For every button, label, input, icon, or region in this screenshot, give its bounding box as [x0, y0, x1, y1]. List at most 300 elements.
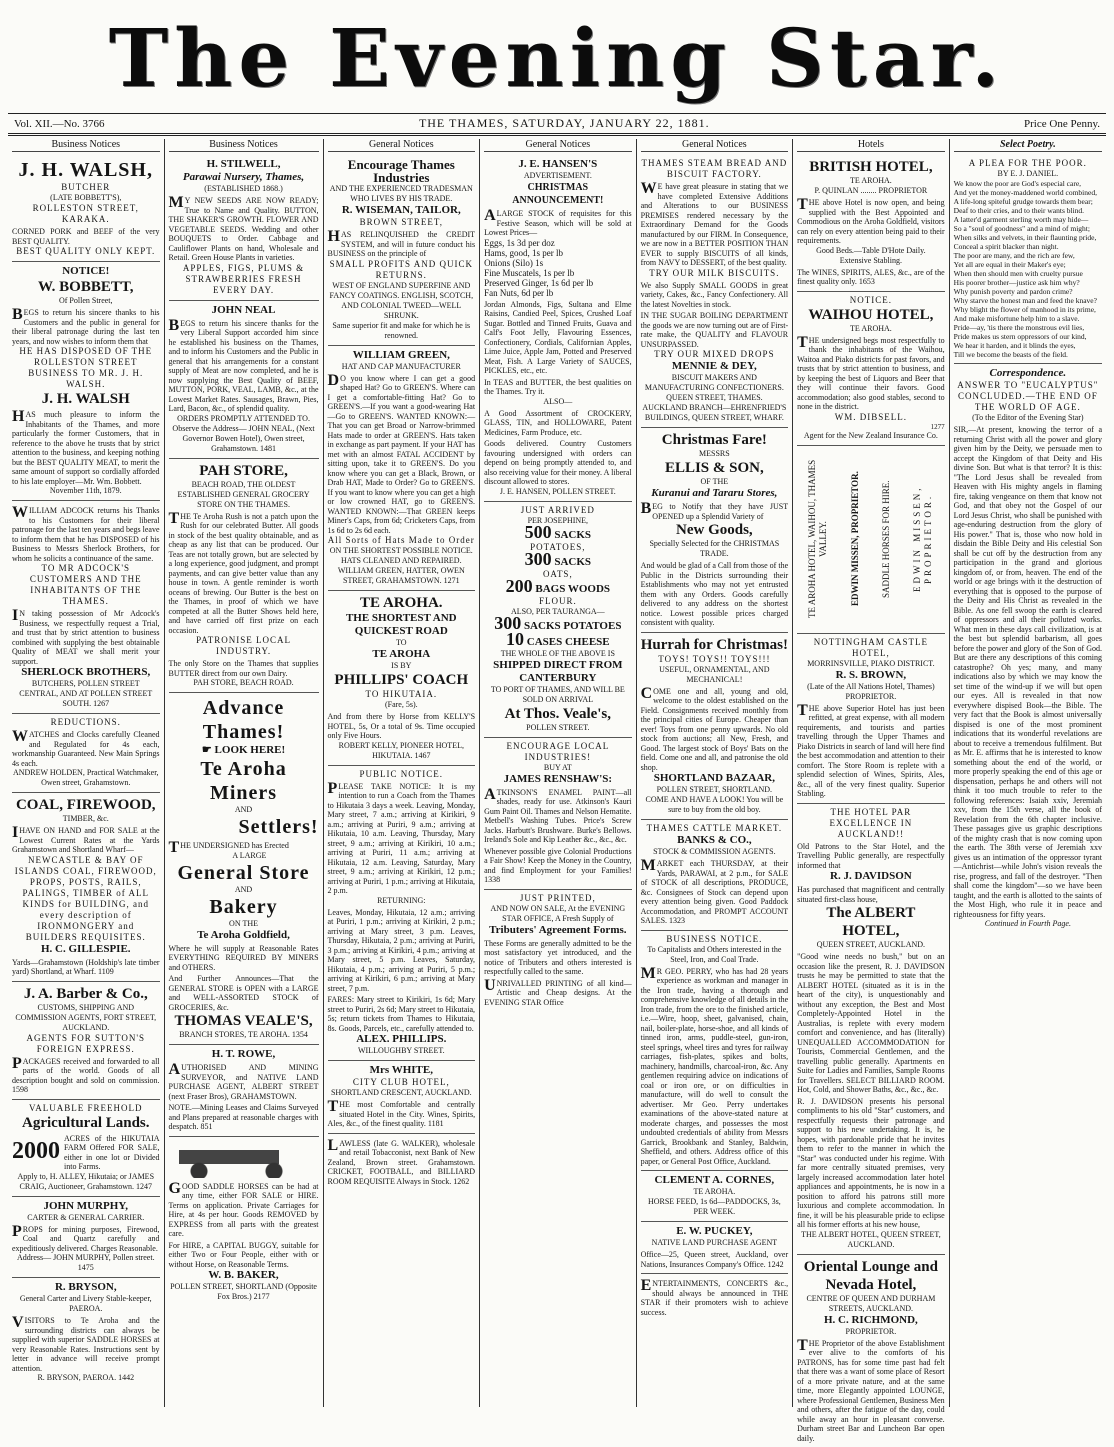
ad-body: HAS much pleasure to inform the Inhabitants of the Thames, and more particularly the former Customers, that in reference to the above he trusts that by strict attention to the business, and keeping nothing but the BEST QUALITY MEAT, to merit the same amount of support so cordially afforded to his late employer—Mr. Wm. Bobbett.	[12, 410, 160, 486]
ad-line: (ESTABLISHED 1868.)	[169, 184, 319, 194]
column-6	[793, 139, 950, 1407]
ad-line: HORSE FEED, 1s 6d—PADDOCKS, 3s, PER WEEK.	[641, 1197, 789, 1217]
ad-line: BEST QUALITY ONLY KEPT.	[12, 246, 160, 257]
ad-body: THE Proprietor of the above Establishment ever alive to the comforts of his PATRONS, has for some time past had felt that there was a want of some place of Resort of a more private nature, and at the same time, more Elegantly appointed LOUNGE, where Professional Gentlemen, Business Men and others, after the fatigue of the day, could while away an hour in pleasant converse. Durham street Bar and Luncheon Bar open daily.	[797, 1339, 945, 1444]
ad-heading: TO MR ADCOCK'S CUSTOMERS AND THE INHABITANTS OF THE THAMES.	[12, 563, 160, 607]
ad-line: COME AND HAVE A LOOK! You will be sure to buy from the old boy.	[641, 795, 789, 815]
qty-line	[484, 526, 632, 542]
ad-body: BEGS to return his sincere thanks to his Customers and the public in general for their liberal patronage during the last ten years, and now wishes to inform them that	[12, 308, 160, 346]
ad-line: TO HIKUTAIA.	[328, 689, 476, 700]
ad-title: New Goods,	[641, 521, 789, 539]
poem-line: So a "soul of goodness" and a mind of might;	[954, 224, 1102, 233]
vertical-text: SADDLE HORSES FOR HIRE.	[881, 449, 892, 629]
poem-line: And make misfortune help him to a slave.	[954, 314, 1102, 323]
ad-body: DO you know where I can get a good shaped Hat? Go to GREEN'S. Where can I get a comfortable-fitting Hat? Go to GREEN'S.—If you want a good-wearing Hat—Go to GREEN'S. WANTED KNOWN:—That you can get Broad or Narrow-brimmed Hats made to order at GREEN'S. Hats taken in exchange as part payment. If your HAT has met with an almost FATAL ACCIDENT by sitting upon, take it to GREEN'S. Do you know where you can get a Black, Brown, or Drab HAT, Made to Order? Go to GREEN'S. If you want to know where you can get a high or low crowned HAT, go to GREEN'S. WANTED KNOWN:—That GREEN keeps Miner's Caps, from 6d; Cricketers Caps, from 1s 6d to 2s 6d each.	[328, 374, 476, 536]
ad-sherlock	[12, 501, 160, 714]
ad-body: And Further Announces—That the GENERAL STORE is OPEN with a LARGE and WELL-ASSORTED STOCK of GROCERIES, &c.	[169, 974, 319, 1012]
qty-line	[484, 633, 632, 649]
poem-line: When then should men with cruelty pursue	[954, 269, 1102, 278]
ad-title: J. H. WALSH,	[12, 158, 160, 182]
correspondence	[954, 364, 1102, 933]
ad-subtitle: Kuranui and Tararu Stores,	[641, 487, 789, 500]
ad-heading: THE HOTEL PAR EXCELLENCE IN AUCKLAND!!	[797, 807, 945, 840]
poem-line: Pride makes us stern oppressors of our kind,	[954, 332, 1102, 341]
ad-shortland-bazaar	[641, 633, 789, 821]
ad-bobbett	[12, 262, 160, 501]
ad-gillespie	[12, 793, 160, 982]
ad-body: IHAVE ON HAND and FOR SALE at the Lowest Current Rates at the Yards Grahamstown and Shortland Wharf—	[12, 826, 160, 855]
ad-heading: JUST ARRIVED	[484, 505, 632, 516]
ad-body: HAS RELINQUISHED the CREDIT SYSTEM, and will in future conduct his BUSINESS on the principle of	[328, 230, 476, 259]
ad-line: (LATE BOBBETT'S),	[12, 193, 160, 203]
ad-line: Extensive Stabling.	[797, 256, 945, 266]
ad-title: Settlers!	[169, 815, 319, 839]
ad-date: November 11th, 1879.	[12, 486, 160, 496]
ad-address: POLLEN STREET.	[484, 723, 632, 733]
ad-title: NOTTINGHAM CASTLE HOTEL,	[797, 637, 945, 659]
ad-title: MENNIE & DEY,	[641, 360, 789, 373]
ad-title: W. BOBBETT,	[12, 278, 160, 296]
column-3	[324, 139, 481, 1407]
ad-heading: CHRISTMAS ANNOUNCEMENT!	[484, 181, 632, 207]
columns	[8, 139, 1106, 1407]
ad-line: ON THE	[169, 919, 319, 929]
ad-line: WEST OF ENGLAND SUPERFINE AND FANCY COATINGS. ENGLISH, SCOTCH, AND COLONIAL TWEED—WELL SHRUNK.	[328, 281, 476, 321]
ad-line: USEFUL, ORNAMENTAL, AND MECHANICAL!	[641, 665, 789, 685]
ad-line: TOYS! TOYS!! TOYS!!!	[641, 654, 789, 665]
ad-mennie-dey	[641, 155, 789, 428]
ad-line: TO	[328, 638, 476, 648]
section-heading: Correspondence.	[954, 367, 1102, 380]
ad-rowe	[169, 1045, 319, 1137]
ad-title: R. WISEMAN, TAILOR,	[328, 204, 476, 217]
ad-subtitle: BUTCHER	[12, 182, 160, 193]
ad-body: THE most Comfortable and centrally situated Hotel in the City. Wines, Spirits, Ales, &c., of the finest quality. 1181	[328, 1100, 476, 1129]
quantity: 300	[494, 613, 521, 633]
ad-city-club-hotel	[328, 1061, 476, 1134]
ad-body: These Forms are generally admitted to be the most satisfactory yet introduced, and the notice of Tributers and others interested is respectfully called to the same.	[484, 939, 632, 977]
ad-barber	[12, 982, 160, 1100]
ad-line: Of Pollen Street,	[12, 296, 160, 306]
ad-heading: JUST PRINTED,	[484, 893, 632, 904]
price-list	[484, 238, 632, 298]
ad-signature: THE ALBERT HOTEL, QUEEN STREET, AUCKLAND.	[797, 1230, 945, 1250]
ad-title: J. H. WALSH	[12, 390, 160, 408]
ad-line: ALSO, PER TAURANGA—	[484, 607, 632, 617]
ad-line: OF THE	[641, 477, 789, 487]
ad-heading: THAMES STEAM BREAD AND BISCUIT FACTORY.	[641, 158, 789, 180]
ad-address: MORRINSVILLE, PIAKO DISTRICT.	[797, 659, 945, 669]
ad-subtitle: Parawai Nursery, Thames,	[169, 171, 319, 184]
ad-signature: H. C. GILLESPIE.	[12, 943, 160, 956]
ad-body: WATCHES and Clocks carefully Cleaned and Regulated for 4s each, workmanship Guaranteed. New Main Springs 4s each.	[12, 730, 160, 768]
ad-title: R. BRYSON,	[12, 1281, 160, 1294]
ad-title: R. J. DAVIDSON	[797, 870, 945, 883]
letter-body: SIR,—At present, knowing the terror of a returning Christ with all the power and glory given him by the Deity, we persuade men to accept the Kingdom of that Deity and His divine Son. But what is that terror? It is this: "The Lord Jesus shall be revealed from Heaven with His mighty angels in flaming fire, taking vengeance on them that know not God, and that obey not the Gospel of our Lord Jesus Christ, who shall be punished with age-enduring destruction from the glory of His power." That is, those who now hold in disdain the Bible Deity and His celestial Son shall be cut off by the destruction from any participation in the grand and glorious kingdom of, or from, heaven. The end of the world or age brings with it the destruction of everything that is opposed to the purpose of the Deity and His Christ as revealed in the Bible. As one fell swoop the earth is cleared of oppressors and all their polluted works. What men in these days call civilization, is at the best but splendid barbarism, all goes before the power and glory of the Son of God. But are there any descriptions of this coming catastrophe? Oh yes; many, and many indications also by which we may know the set time of the wind-up if we will but open our eyes. All is revealed in that now everywhere dispised Book—the Bible. The very fact that the Book is almost universally dispised is one of the most prominent indications that its wonderful revelations are about to receive a tremendous fulfilment. But as Mr. E. affirms that he is interested to know something about the end of the world, or more properly speaking the end of this age or dispensation, perhaps he and others will not think it too much trouble to refer to the following references: Isaiah xxiv, Jeremiah xxv, from the 15th verse, all the book of Revelation from the 6th chapter inclusive. These passages give us graphic descriptions of the mighty crash that is now coming upon the earth. The 38th verse of Jeremiah xxv gives us an intimation of the oppressor tyrant—Antichrist—while John's vision reveals the rise, progress, and fall of the destroyer. "Then shall come the kingdom"—so we have been taught, and the earth is allotted to the saints of the Most High, who rule it in peace and righteousness for fifty years.	[954, 425, 1102, 919]
ad-line: Same superior fit and make for which he is renowned.	[328, 321, 476, 341]
ad-address: Yards—Grahamstown (Holdship's late timber yard) Shortland, at Wharf. 1109	[12, 958, 160, 977]
ad-title: J. E. HANSEN'S	[484, 158, 632, 171]
ad-signature: ALEX. PHILLIPS.	[328, 1033, 476, 1046]
ad-subtitle: PROPRIETOR.	[797, 1327, 945, 1337]
unit: SACKS	[554, 556, 591, 568]
acres-block	[12, 1132, 160, 1172]
ad-line: SMALL PROFITS AND QUICK RETURNS.	[328, 259, 476, 281]
ad-stilwell	[169, 155, 319, 301]
ad-ellis-son	[641, 428, 789, 633]
ad-title: BANKS & CO.,	[641, 834, 789, 847]
list-item: Onions (Silo) 1s	[484, 258, 632, 268]
unit: BAGS WOODS	[535, 583, 610, 595]
ad-line: THE SHORTEST AND	[328, 612, 476, 625]
ad-body: NOTE.—Mining Leases and Claims Surveyed and Plans prepared at reasonable charges with despatch. 851	[169, 1103, 319, 1132]
ad-hansen	[484, 155, 632, 502]
letter-addressee: (To the Editor of the Evening Star)	[954, 413, 1102, 423]
ad-entertainments	[641, 1274, 789, 1321]
ad-title: TE AROHA.	[328, 594, 476, 612]
ad-neal	[169, 301, 319, 459]
poem-line: Why punish poverty and pardon crime?	[954, 287, 1102, 296]
unit: SACKS	[554, 529, 591, 541]
ad-signature: PAH STORE, BEACH ROAD.	[169, 678, 319, 688]
ad-signature: THOMAS VEALE'S,	[169, 1012, 319, 1030]
ad-line: APPLES, FIGS, PLUMS & STRAWBERRIES FRESH EVERY DAY.	[169, 263, 319, 296]
masthead	[8, 6, 1106, 114]
ad-line: A LARGE	[169, 851, 319, 861]
ad-heading: NOTICE.	[797, 295, 945, 306]
ad-line: (Fare, 5s).	[328, 700, 476, 710]
quantity: 200	[506, 576, 533, 596]
ad-title: Agricultural Lands.	[12, 1114, 160, 1132]
issue-date: THE THAMES, SATURDAY, JANUARY 22, 1881.	[419, 116, 710, 131]
poem-line: A life-long spiteful grudge towards them bear;	[954, 197, 1102, 206]
ad-body: CORNED PORK and BEEF of the very BEST QUALITY.	[12, 227, 160, 246]
ad-line: TRY OUR MILK BISCUITS.	[641, 268, 789, 279]
ad-cornes	[641, 1171, 789, 1222]
ad-title: At Thos. Veale's,	[484, 705, 632, 723]
ad-body: FARES: Mary street to Kirikiri, 1s 6d; Mary street to Puriri, 2s 6d; Mary street to Hikutaia, 5s; return tickets from Thames to Hikutaia, 8s. Goods, Parcels, etc., carefully attended to.	[328, 995, 476, 1033]
ad-line: AND	[169, 885, 319, 895]
ad-line: ALSO—	[484, 397, 632, 407]
ad-subtitle: TIMBER, &c.	[12, 814, 160, 824]
ad-line: IS BY	[328, 661, 476, 671]
masthead-title: The Evening Star.	[8, 6, 1106, 110]
column-heading: Hotels	[797, 139, 945, 152]
poem-title: A PLEA FOR THE POOR.	[954, 158, 1102, 169]
ad-title: Te Aroha	[169, 757, 319, 781]
letter-title: ANSWER TO "EUCALYPTUS" CONCLUDED.—THE END OF THE WORLD OF AGE.	[954, 380, 1102, 413]
ad-title: WILLIAM GREEN,	[328, 349, 476, 362]
ad-body: THE above Hotel is now open, and being supplied with the Best Appointed and Commodious on the Aroha Goldfield, visitors can rely on every attention being paid to their requirements.	[797, 198, 945, 246]
ad-address: POLLEN STREET, SHORTLAND.	[641, 785, 789, 795]
ad-body: ALARGE STOCK of requisites for this Festive Season, which will be sold at Lowest Prices—	[484, 209, 632, 238]
poem-line: We know the poor are God's especial care,	[954, 179, 1102, 188]
ad-body: Where he will supply at Reasonable Rates EVERYTHING REQUIRED BY MINERS and OTHERS.	[169, 944, 319, 973]
ad-body: MARKET each THURSDAY, at their Yards, PARAWAI, at 2 p.m., for SALE of STOCK of all descriptions, PRODUCE, &c. Consignees of Stock can depend upon every attention being given. Good Paddock Accommodation, and PROMPT ACCOUNT SALES. 1323	[641, 859, 789, 926]
poem-line: Deaf to their cries, and to their wants blind.	[954, 206, 1102, 215]
ad-body: Goods delivered. Country Customers favouring undersigned with orders can depend on being promptly attended to, and also receiving value for their money. A liberal discount allowed to stores.	[484, 439, 632, 487]
poem-line: Till we become the beasts of the field.	[954, 350, 1102, 359]
ad-body: Has purchased that magnificent and centrally situated first-class house,	[797, 885, 945, 904]
ad-body: MY NEW SEEDS ARE NOW READY; True to Name and Quality. BUTTON, THE SHAKER'S GROWTH. FLOWER AND VEGETABLE SEEDS. Wedding and other BOUQUETS to Order. Cabbage and Cauliflower Plants on hand, Wholesale and Retail. Green House Plants in varieties.	[169, 196, 319, 263]
ad-line: PER JOSEPHINE,	[484, 516, 632, 526]
column-heading: Select Poetry.	[954, 139, 1102, 152]
ad-title: SHORTLAND BAZAAR,	[641, 772, 789, 785]
ad-title: SHERLOCK BROTHERS,	[12, 666, 160, 679]
ad-line: ON THE SHORTEST POSSIBLE NOTICE. HATS CLEANED AND REPAIRED.	[328, 546, 476, 566]
ad-subtitle: BISCUIT MAKERS AND MANUFACTURING CONFECTIONERS. QUEEN STREET, THAMES.	[641, 373, 789, 403]
ad-body: COME one and all, young and old, welcome to the oldest established on the Field. Consignments received monthly from the principal cities of Europe. Cheaper than ever! Toys from one penny upwards. No old stock from auctions; all New, Fresh, and Good. The largest stock of Boys' Bats on the field. Come one and all, and patronise the old shop.	[641, 687, 789, 773]
poem-line: Why starve the honest man and feed the knave?	[954, 296, 1102, 305]
ad-body: BEGS to return his sincere thanks for the very Liberal Support accorded him since he established his business on the Thames, and to inform his Customers and the Public in general that his arrangements for a constant supply of Meat are now completed, and he is now supplying the Best Quality of BEEF, MUTTON, PORK, VEAL, LAMB, &c., at the Lowest Market Rates. Sausages, Brawn, Pies, Lard, Bacon, &c., of splendid quality.	[169, 319, 319, 414]
ad-title: Bakery	[169, 895, 319, 919]
ad-address: TE AROHA.	[641, 1187, 789, 1197]
ad-subtitle: To Capitalists and Others interested in the Steel, Iron, and Coal Trade.	[641, 945, 789, 965]
list-item: Eggs, 1s 3d per doz	[484, 238, 632, 248]
ad-line: TRY OUR MIXED DROPS	[641, 349, 789, 360]
ad-body: LAWLESS (late G. WALKER), wholesale and retail Tobacconist, next Bank of New Zealand, Brown street. Grahamstown. CRICKET, FOOTBALL, and BILLIARD ROOM REQUISITE Always in Stock. 1262	[328, 1139, 476, 1187]
ad-subtitle: NATIVE LAND PURCHASE AGENT	[641, 1238, 789, 1248]
ad-title: Advance Thames!	[169, 696, 319, 744]
ad-just-arrived	[484, 502, 632, 738]
ad-title: H. T. ROWE,	[169, 1048, 319, 1061]
ad-lawless	[328, 1134, 476, 1191]
ad-murphy	[12, 1197, 160, 1279]
ad-address: BUTCHERS, POLLEN STREET CENTRAL, AND AT POLLEN STREET SOUTH. 1267	[12, 679, 160, 709]
ad-address: POLLEN STREET, SHORTLAND (Opposite Fox Bros.) 2177	[169, 1282, 319, 1302]
ad-title: Mrs WHITE,	[328, 1064, 476, 1077]
price: Price One Penny.	[1024, 118, 1100, 130]
ad-line: Good Beds.—Table D'Hote Daily.	[797, 246, 945, 256]
product: OATS,	[484, 569, 632, 580]
ad-subtitle: STOCK & COMMISSION AGENTS.	[641, 847, 789, 857]
dateline	[8, 114, 1106, 136]
ad-agricultural-lands	[12, 1100, 160, 1197]
column-2	[165, 139, 324, 1407]
ad-title: The ALBERT HOTEL,	[797, 904, 945, 940]
ad-line: HE HAS DISPOSED OF THE ROLLESTON STREET BUSINESS TO MR. J. H. WALSH.	[12, 346, 160, 390]
ad-line: Agent for the New Zealand Insurance Co.	[797, 431, 945, 441]
ad-body: PLEASE TAKE NOTICE: It is my intention to run a Coach from the Thames to Hikutaia 3 days a week. Leaving, Monday, Mary street, 7 a.m.; arriving at Kirikiri, 9 a.m.; arriving at Puriri, 9 a.m.; arriving at Hikutaia, 10 a.m. Leaving, Thursday, Mary street, 9 a.m.; arriving at Kirikiri, 10 a.m.; arriving at Puriri, 11 a.m.; arriving at Hikutaia, 12 a.m. Leaving, Saturday, Mary street, 9 a.m.; arriving at Kirikiri, 12 p.m.; arriving at Puriri, 1 p.m.; arriving at Hikutaia, 2 p.m.	[328, 782, 476, 896]
ad-list: NEWCASTLE & BAY OF ISLANDS COAL, FIREWOOD, PROPS, POSTS, RAILS, PALINGS, TIMBER of ALL KINDS for BUILDING, and every description of IRONMONGERY and BUILDERS REQUISITES.	[12, 855, 160, 943]
ad-address: Observe the Address— JOHN NEAL, (Next Governor Bowen Hotel), Owen street, Grahamstown. 1481	[169, 424, 319, 454]
ad-signature: ANDREW HOLDEN, Practical Watchmaker, Owen street, Grahamstown.	[12, 768, 160, 788]
column-4	[480, 139, 637, 1407]
ad-title: Miners	[169, 781, 319, 805]
ad-title: WAIHOU HOTEL,	[797, 306, 945, 324]
ad-public-notice	[328, 766, 476, 1062]
look-here-line	[169, 744, 319, 757]
column-heading: General Notices	[484, 139, 632, 152]
ad-body: ACRES of the HIKUTAIA FARM Offered FOR SALE, either in one lot or Divided into Farms.	[64, 1134, 160, 1172]
poem-line: His poorer brother—justice ask him why?	[954, 278, 1102, 287]
poem-line: And yet the money-maddened world combined,	[954, 188, 1102, 197]
ad-address: WILLOUGHBY STREET.	[328, 1046, 476, 1056]
ad-line: MESSRS	[641, 449, 789, 459]
ad-body: THE above Superior Hotel has just been refitted, at great expense, with all modern requirements, and tourists and parties travelling through the Upper Thames and Piako Districts in search of land will here find the best accommodation and attention to their comfort. The Store Room is replete with a splendid selection of Wines, Spirits, Ales, &c., all of the very finest quality. Superior Stabling.	[797, 704, 945, 799]
ad-walsh	[12, 155, 160, 262]
ad-tributers-forms	[484, 890, 632, 1012]
ad-body: WILLIAM ADCOCK returns his Thanks to his Customers for their liberal patronage for the last ten years and begs leave to inform them that he has DISPOSED of his Business to Messrs Sherlock Brothers, for whom he solicits a continuance of the same.	[12, 506, 160, 563]
vertical-text: TE AROHA HOTEL, WAIHOU, THAMES VALLEY.	[807, 449, 829, 629]
ad-body: Old Patrons to the Star Hotel, and the Travelling Public generally, are respectfully informed that	[797, 842, 945, 871]
ad-body: VISITORS to Te Aroha and the surrounding districts can always be supplied with superior SADDLE HORSES at very Reasonable Rates. Instructions sent by letter in advance will receive prompt attention.	[12, 1316, 160, 1373]
ad-body: Office—25, Queen street, Auckland, over Nations, Insurances Company's Office. 1242	[641, 1250, 789, 1269]
ad-line: RETURNING:	[328, 896, 476, 906]
ad-title: Christmas Fare!	[641, 431, 789, 449]
ad-nottingham-castle-hotel	[797, 634, 945, 804]
column-heading: Business Notices	[12, 139, 160, 152]
ad-address: Address— JOHN MURPHY, Pollen street. 1475	[12, 1253, 160, 1273]
ad-body: The WINES, SPIRITS, ALES, &c., are of the finest quality only. 1653	[797, 268, 945, 287]
ad-body: Whenever possible give Colonial Productions a Fair Show! Keep the Money in the Country, and find Employment for your Families! 1338	[484, 847, 632, 885]
ad-body: ENTERTAINMENTS, CONCERTS &c., should always be announced in THE STAR if their promoters wish to achieve success.	[641, 1279, 789, 1317]
ad-puckey	[641, 1222, 789, 1274]
ad-green	[328, 346, 476, 592]
ad-line: TE AROHA	[328, 648, 476, 661]
ad-line: CANTERBURY	[484, 672, 632, 685]
ad-body: Jordan Almonds, Figs, Sultana and Elme Raisins, Candied Peel, Spices, Crushed Loaf Sugar. Bottled and Tinned Fruits, Guava and Calf's Foot Jelly, Flavouring Essences, Confectionery, Cordials, Californian Apples, Lime Juice, Apple Jam, Potted and Preserved Meat, Fish. A Large Variety of SAUCES, PICKLES, etc., etc.	[484, 300, 632, 376]
ad-pah-store	[169, 459, 319, 694]
ad-line: All Sorts of Hats Made to Order	[328, 535, 476, 546]
ad-line: SHIPPED DIRECT FROM	[484, 659, 632, 672]
ad-address: AUCKLAND BRANCH—EHRENFRIED'S BUILDINGS, QUEEN STREET, WHARF.	[641, 403, 789, 423]
quantity: 10	[506, 629, 524, 649]
ad-signature: J. E. HANSEN, POLLEN STREET.	[484, 487, 632, 497]
ad-title: J. A. Barber & Co.,	[12, 985, 160, 1003]
poem-author: BY E. J. DANIEL.	[954, 169, 1102, 179]
ad-body: Leaves, Monday, Hikutaia, 12 a.m.; arriving at Puriri, 1 p.m.; arriving at Kirikiri, 2 p.m.; arriving at Mary street, 3 p.m. Leaves, Thursday, Hikutaia, 2 p.m.; arriving at Puriri, 3 p.m.; arriving at Kirikiri, 4 p.m.; arriving at Mary street, 5 p.m. Leaves, Saturday, Hikutaia, 4 p.m.; arriving at Puriri, 5 p.m.; arriving at Kirikiri, 6 p.m.; arriving at Mary street, 7 p.m.	[328, 908, 476, 994]
ad-line: THE WHOLE OF THE ABOVE IS	[484, 649, 632, 659]
ad-nevada-hotel	[797, 1255, 945, 1447]
poem	[954, 155, 1102, 364]
ad-heading: ENCOURAGE LOCAL INDUSTRIES!	[484, 741, 632, 763]
ad-signature: ROBERT KELLY, PIONEER HOTEL, HIKUTAIA. 1467	[328, 741, 476, 761]
ad-body: UNRIVALLED PRINTING of all kind—Artistic and Cheap designs. At the EVENING STAR Office	[484, 979, 632, 1008]
ad-body: IN THE SUGAR BOILING DEPARTMENT the goods we are now turning out are of First-rate make, the QUALITY and FLAVOUR UNSURPASSED.	[641, 311, 789, 349]
ad-subtitle: HAT AND CAP MANUFACTURER	[328, 362, 476, 372]
ad-body: BEG to Notify that they have JUST OPENED up a Splendid Variety of	[641, 502, 789, 521]
ad-address: TE AROHA.	[797, 324, 945, 334]
ad-bryson	[12, 1278, 160, 1387]
ad-title: JAMES RENSHAW'S:	[484, 773, 632, 786]
ad-title: General Store	[169, 861, 319, 885]
ad-holden	[12, 714, 160, 793]
ad-title: COAL, FIREWOOD,	[12, 796, 160, 814]
ad-title: BRITISH HOTEL,	[797, 158, 945, 176]
ad-title: JOHN MURPHY,	[12, 1200, 160, 1213]
ad-address: CENTRE OF QUEEN AND DURHAM STREETS, AUCKLAND.	[797, 1294, 945, 1314]
ad-body: THE undersigned begs most respectfully to thank the inhabitants of the Waihou, Waitoa and Piako districts for past favors, and trusts that by strict attention to business, and by keeping the best of Liquors and Beer that they will continue their favors. Good accommodation; also good stables, second to none in the district.	[797, 336, 945, 412]
column-heading: Business Notices	[169, 139, 319, 152]
ad-renshaw	[484, 738, 632, 890]
ad-line: AGENTS FOR SUTTON'S FOREIGN EXPRESS.	[12, 1033, 160, 1055]
ad-body: And would be glad of a Call from those of the Public in the Districts surrounding their Establishments who may not yet entrusted them with any Orders. Goods carefully delivered to any address on the shortest notice. Lowest possible prices charged consistent with quality.	[641, 561, 789, 628]
ad-line: AND	[169, 805, 319, 815]
ad-body: PACKAGES received and forwarded to all parts of the world. Goods of all description bought and sold on commission. 1598	[12, 1057, 160, 1095]
column-1	[8, 139, 165, 1407]
ad-title: Tributers' Agreement Forms.	[484, 924, 632, 937]
ad-title: H. STILWELL,	[169, 158, 319, 171]
list-item: Fan Nuts, 6d per lb	[484, 288, 632, 298]
ad-title: R. S. BROWN,	[797, 669, 945, 682]
ad-body: For HIRE, a CAPITAL BUGGY, suitable for either Two or Four People, either with or without Horse, on Reasonable Terms.	[169, 1241, 319, 1270]
ad-address: SHORTLAND CRESCENT, AUCKLAND.	[328, 1088, 476, 1098]
ad-advance-thames	[169, 693, 319, 1045]
ad-body: PROPS for mining purposes, Firewood, Coal and Quartz carefully and expeditiously delivered. Charges Reasonable.	[12, 1225, 160, 1254]
poem-line: When silks and velvets, in their flaunting pride,	[954, 233, 1102, 242]
ad-signature: WILLIAM GREEN, HATTER, OWEN STREET, GRAHAMSTOWN. 1271	[328, 566, 476, 586]
ad-subtitle: CITY CLUB HOTEL,	[328, 1077, 476, 1088]
ad-heading: VALUABLE FREEHOLD	[12, 1103, 160, 1114]
unit: SACKS POTATOES	[524, 620, 622, 632]
column-heading: General Notices	[328, 139, 476, 152]
ad-body: GOOD SADDLE HORSES can be had at any time, either FOR SALE or HIRE. Terms on application. Private Carriages for Hire, at 4s per hour. Goods REMOVED by EXPRESS from all parts with the greatest care.	[169, 1182, 319, 1239]
ad-body: We also Supply SMALL GOODS in great variety, Cakes, &c., Fancy Confectionery. All the latest Novelties in stock.	[641, 281, 789, 310]
ad-subtitle: (Late of the All Nations Hotel, Thames) PROPRIETOR.	[797, 682, 945, 702]
ad-address: TE AROHA.	[797, 176, 945, 186]
volume-number: Vol. XII.—No. 3766	[14, 118, 105, 130]
ad-title: Encourage Thames Industries	[328, 158, 476, 184]
poem-line: A latter'd garment sterling worth may hide—	[954, 215, 1102, 224]
ad-heading: THAMES CATTLE MARKET.	[641, 823, 789, 834]
ad-waihou-hotel	[797, 292, 945, 446]
ad-albert-hotel	[797, 804, 945, 1255]
ad-perry	[641, 931, 789, 1172]
qty-line	[484, 580, 632, 596]
ad-body: A Good Assortment of CROCKERY, GLASS, TIN, and HOLLOWARE, Patent Medicines, Farm Produce, etc.	[484, 409, 632, 438]
ad-line: P. QUINLAN ........ PROPRIETOR	[797, 186, 945, 196]
ad-address: BRANCH STORES, TE AROHA. 1354	[169, 1030, 319, 1040]
ad-line: ORDERS PROMPTLY ATTENDED TO.	[169, 414, 319, 424]
ad-signature: Apply to, H. ALLEY, Hikutaia; or JAMES CRAIG, Auctioneer, Grahamstown. 1247	[12, 1172, 160, 1192]
horse-carriage-illustration	[169, 1144, 319, 1178]
ad-number: 1277	[797, 423, 945, 431]
quantity: 300	[525, 549, 552, 569]
ad-title: JOHN NEAL	[169, 304, 319, 317]
ad-title: E. W. PUCKEY,	[641, 1225, 789, 1238]
ad-line: QUICKEST ROAD	[328, 625, 476, 638]
acres-number: 2000	[12, 1138, 60, 1165]
ad-address: ROLLESTON STREET, KARAKA.	[12, 203, 160, 225]
continued-note: Continued in Fourth Page.	[954, 919, 1102, 929]
qty-line	[484, 553, 632, 569]
ad-subtitle: Te Aroha Goldfield,	[169, 929, 319, 942]
ad-body: In TEAS and BUTTER, the best qualities on the Thames. Try it.	[484, 378, 632, 397]
ad-title: PHILLIPS' COACH	[328, 671, 476, 689]
ad-line: TO PORT OF THAMES, AND WILL BE SOLD ON ARRIVAL	[484, 685, 632, 705]
ad-body: R. J. DAVIDSON presents his personal compliments to his old "Star" customers, and respectfully requests their patronage and support to his new undertaking. It is, he hopes, with pardonable pride that he invites them to refer to the manner in which the "Star" was conducted under his regime. With far more centrally situated premises, very largely increased accommodation later hotel appliances and appointments, he is now in a position to afford his patrons still more luxurious and complete accommodation. In fine, it will be his pleasurable pride to eclipse all his former efforts at his new house,	[797, 1097, 945, 1230]
ad-title: H. C. RICHMOND,	[797, 1314, 945, 1327]
ad-body: MR GEO. PERRY, who has had 28 years experience as workman and manager in the Iron trade, having a thorough and comprehensive knowledge of all details in the Iron trade, from the ore to the finished article, i.e.—Wire, hoop, sheet, galvanised, chain, nail, boiler-plate, horse-shoe, and all kinds of tinned iron, arms, puddle-steel, gun-iron, steel springs, wheel tires and tyres for railway carriages, fish-plates, spikes and bolts, machinery, handmills, charcoal-iron, &c. Any gentlemen requiring advice on indications of coal or iron ore, or on difficulties in manufacture, will do well to consult the advertiser. Mr Geo. Perry undertakes examinations of the above-stated nature at moderate charges, and possesses the most undoubted credentials of ability from Messrs Garrick, Brookbank and Stanley, Baldwin, Sheffield, and others. Address office of this paper, or General Post Office, Auckland.	[641, 967, 789, 1167]
column-5	[637, 139, 794, 1407]
ad-title: Oriental Lounge and	[797, 1258, 945, 1276]
poem-line: The poor are many, and the rich are few,	[954, 251, 1102, 260]
ad-body: "Good wine needs no bush," but on an occasion like the present, R. J. DAVIDSON trusts he may be permitted to state that the ALBERT HOTEL (situated as it is in the heart of the city), is unquestionably and without any exception, the Best and Most Completely-Appointed Hotel in the Australias, is replete with every modern comfort and convenience, and has (literally) UNEQUALLED ACCOMMODATION for Tourists, Commercial Gentlemen, and the travelling public generally. Apartments en Suite for Ladies and Families, Sample Rooms for Travellers. SELECT BILLIARD ROOM. Hot, Cold, and Shower Baths, &c., &c., &c.	[797, 952, 945, 1095]
list-item: Fine Muscatels, 1s per lb	[484, 268, 632, 278]
ad-body: THE Te Aroha Rush is not a patch upon the Rush for our celebrated Butter. All goods in stock of the best quality obtainable, and as cheap as any list that can be produced. Our Teas are not totally grown, but are selected by a long experience, good judgment, and prompt payments, and can give better value than any house in town. A gentle reminder is worth oceans of brewing. Our Butter is the best on the Thames, in proof of which we have competed at all the Butter Shows held here, and have carried off first prize on each occasion.	[169, 512, 319, 636]
vertical-text: EDWIN MISSEN, PROPRIETOR.	[912, 449, 934, 629]
ad-title: Hurrah for Christmas!	[641, 636, 789, 654]
ad-line: AND NOW ON SALE, At the EVENING STAR OFFICE, A Fresh Supply of	[484, 904, 632, 924]
ad-te-aroha-hotel	[797, 446, 945, 634]
ad-banks	[641, 820, 789, 931]
ad-signature: W. B. BAKER,	[169, 1269, 319, 1282]
poem-line: Conceal a spirit blacker than night.	[954, 242, 1102, 251]
ad-line: PATRONISE LOCAL INDUSTRY.	[169, 635, 319, 657]
ad-body: IN taking possession of Mr Adcock's Business, we respectfully request a Trial, and trust that by strict attention to business combined with supplying the best obtainable Quality of MEAT we shall merit your support.	[12, 609, 160, 666]
ad-heading: NOTICE!	[12, 265, 160, 278]
